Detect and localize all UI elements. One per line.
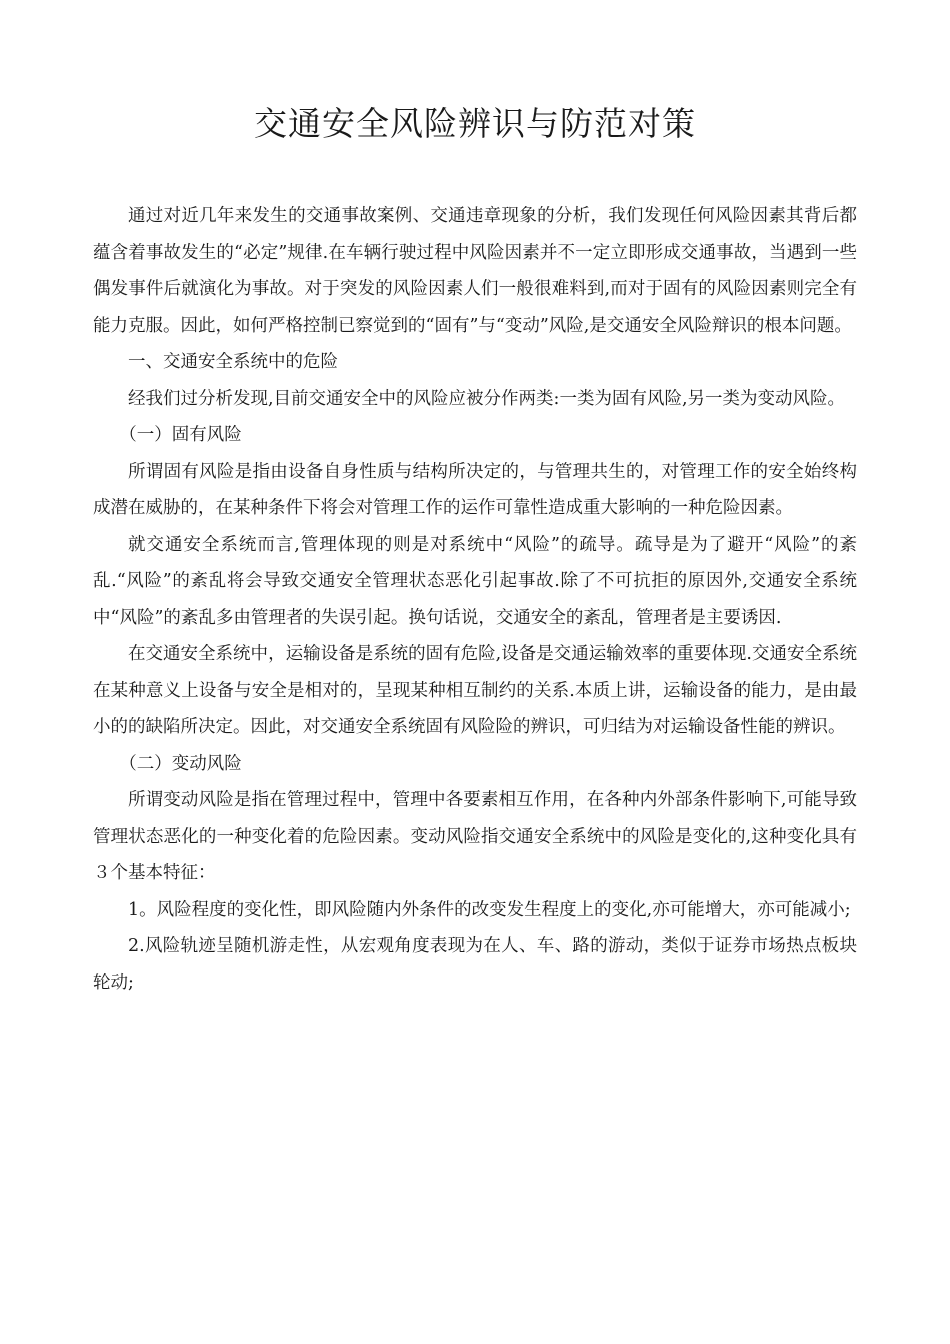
list-item-1: 1。风险程度的变化性，即风险随内外条件的改变发生程度上的变化,亦可能增大，亦可能减小; bbox=[128, 899, 851, 920]
section-heading-1: 一、交通安全系统中的危险 bbox=[128, 352, 338, 372]
subsection-heading-inherent-risk: （一）固有风险 bbox=[119, 425, 242, 445]
document-body bbox=[93, 198, 857, 1001]
paragraph-equipment: 在交通安全系统中，运输设备是系统的固有危险,设备是交通运输效率的重要体现.交通安全系统在某种意义上设备与安全是相对的，呈现某种相互制约的关系.本质上讲，运输设备的能力，是由最小的的缺陷所决定。因此，对交通安全系统固有风险险的辨识，可归结为对运输设备性能的辨识。 bbox=[93, 644, 857, 737]
paragraph-management: 就交通安全系统而言,管理体现的则是对系统中“风险”的疏导。疏导是为了避开“风险”的紊乱.“风险”的紊乱将会导致交通安全管理状态恶化引起事故.除了不可抗拒的原因外,交通安全系统中“风险”的紊乱多由管理者的失误引起。换句话说，交通安全的紊乱，管理者是主要诱因. bbox=[93, 534, 857, 628]
subsection-heading-variable-risk: （二）变动风险 bbox=[119, 753, 242, 774]
paragraph-intro: 通过对近几年来发生的交通事故案例、交通违章现象的分析，我们发现任何风险因素其背后都蕴含着事故发生的“必定”规律.在车辆行驶过程中风险因素并不一定立即形成交通事故，当遇到一些偶发事件后就演化为事故。对于突发的风险因素人们一般很难料到,而对于固有的风险因素则完全有能力克服。因此，如何严格控制已察觉到的“固有”与“变动”风险,是交通安全风险辩识的根本问题。 bbox=[93, 206, 857, 336]
paragraph-risk-types: 经我们过分析发现,目前交通安全中的风险应被分作两类:一类为固有风险,另一类为变动风险。 bbox=[128, 388, 846, 409]
paragraph-variable-definition: 所谓变动风险是指在管理过程中，管理中各要素相互作用，在各种内外部条件影响下,可能导致管理状态恶化的一种变化着的危险因素。变动风险指交通安全系统中的风险是变化的,这种变化具有３个基本特征： bbox=[93, 790, 857, 883]
list-item-2: 2.风险轨迹呈随机游走性，从宏观角度表现为在人、车、路的游动，类似于证券市场热点板块轮动; bbox=[93, 936, 857, 993]
document-title: 交通安全风险辨识与防范对策 bbox=[254, 104, 696, 143]
paragraph-inherent-definition: 所谓固有风险是指由设备自身性质与结构所决定的，与管理共生的，对管理工作的安全始终构成潜在威胁的，在某种条件下将会对管理工作的运作可靠性造成重大影响的一种危险因素。 bbox=[93, 461, 857, 518]
